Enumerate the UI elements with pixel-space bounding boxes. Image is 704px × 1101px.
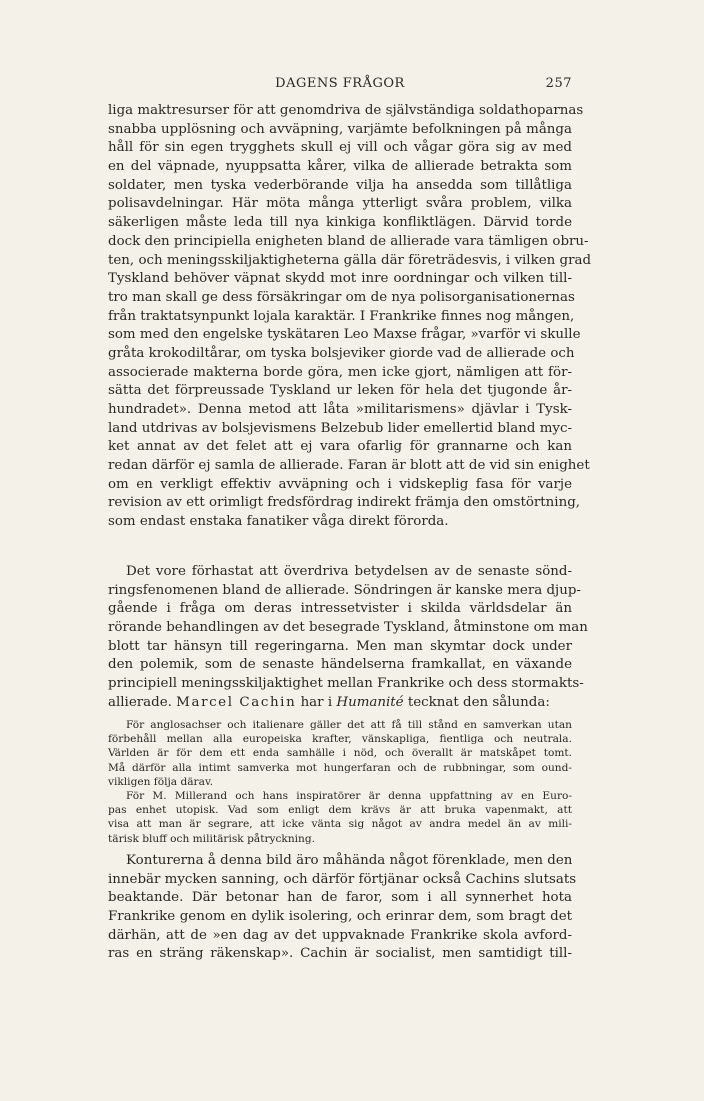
text-line: gående i fråga om deras intressetvister i skilda världsdelar än	[108, 601, 572, 617]
text-fragment: allierade.	[108, 694, 172, 710]
text-line: blott tar hänsyn till regeringarna. Men man skymtar dock under	[108, 638, 572, 654]
text-fragment: tecknat den sålunda:	[407, 694, 550, 710]
text-line: hundradet». Denna metod att låta »militarismens» djävlar i Tysk-	[108, 402, 572, 417]
text-line: rörande behandlingen av det besegrade Tyskland, åtminstone om man	[108, 620, 588, 636]
text-line: håll för sin egen trygghets skull ej vill och vågar göra sig av med	[108, 140, 572, 156]
publication-title: Humanité	[336, 694, 404, 710]
paragraph-1	[108, 102, 592, 532]
paragraph-2	[108, 563, 588, 713]
text-line: land utdrivas av bolsjevismens Belzebub lider emellertid bland myc-	[108, 420, 572, 436]
text-line: säkerligen måste leda till nya kinkiga konfliktlägen. Därvid torde	[108, 215, 572, 231]
quote-line: tärisk bluff och militärisk påtryckning.	[108, 832, 316, 845]
text-line: revision av ett orimligt fredsfördrag indirekt främja den omstörtning,	[108, 495, 581, 511]
text-line: beaktande. Där betonar han de faror, som i all synnerhet hota	[108, 890, 572, 906]
text-line	[108, 694, 572, 713]
text-line: principiell meningsskiljaktighet mellan Frankrike och dess stormakts-	[108, 676, 584, 692]
text-fragment: har i	[300, 694, 333, 710]
quote-line: visa att man är segrare, att icke vänta sig något av andra medel än av mili-	[108, 818, 572, 831]
text-line: den polemik, som de senaste händelserna framkallat, en växande	[108, 657, 572, 673]
text-line: snabba upplösning och avväpning, varjämte befolkningen på många	[108, 121, 572, 137]
text-line: liga maktresurser för att genomdriva de självständiga soldathoparnas	[108, 103, 584, 118]
text-line: ras en sträng räkenskap». Cachin är socialist, men samtidigt till-	[108, 946, 572, 962]
paragraph-3	[108, 852, 577, 964]
text-line: Tyskland behöver väpnat skydd mot inre oordningar och vilken till-	[108, 271, 572, 287]
quote-line: vikligen följa därav.	[108, 775, 214, 788]
text-line: soldater, men tyska vederbörande vilja ha ansedda som tillåtliga	[108, 177, 572, 193]
quote-line: För M. Millerand och hans inspiratörer är denna uppfattning av en Euro-	[126, 789, 572, 802]
text-line: redan därför ej samla de allierade. Faran är blott att de vid sin enighet	[108, 458, 590, 474]
text-line: om en verkligt effektiv avväpning och i vidskeplig fasa för varje	[108, 476, 572, 492]
text-line: associerade makterna borde göra, men icke gjort, nämligen att för-	[108, 364, 572, 380]
quote-line: pas enhet utopisk. Vad som enligt dem krävs är att bruka vapenmakt, att	[108, 804, 572, 817]
author-name: Marcel Cachin	[176, 694, 297, 710]
text-line: dock den principiella enigheten bland de allierade vara tämligen obru-	[108, 233, 589, 249]
quote-line: Världen är för dem ett enda samhälle i nöd, och överallt är matskåpet tomt.	[108, 747, 572, 760]
text-line: ket annat av det felet att ej vara ofarlig för grannarne och kan	[108, 439, 572, 455]
quote-line: För anglosachser och italienare gäller det att få till stånd en samverkan utan	[126, 719, 572, 731]
text-line: ringsfenomenen bland de allierade. Söndringen är kanske mera djup-	[108, 582, 581, 598]
page-number: 257	[545, 76, 572, 91]
text-line: som endast enstaka fanatiker våga direkt förorda.	[108, 514, 449, 530]
text-line: Konturerna å denna bild äro måhända något förenklade, men den	[126, 853, 573, 868]
text-line: Frankrike genom en dylik isolering, och erinrar dem, som bragt det	[108, 909, 572, 925]
text-line: från traktatsynpunkt lojala karaktär. I Frankrike finnes nog mången,	[108, 308, 575, 324]
text-line: gråta krokodiltårar, om tyska bolsjeviker giorde vad de allierade och	[108, 345, 575, 361]
text-line: tro man skall ge dess försäkringar om de nya polisorganisationernas	[108, 289, 575, 305]
quote-line: Må därför alla intimt samverka mot hungerfaran och de rubbningar, som ound-	[108, 761, 572, 774]
text-line: innebär mycken sanning, och därför förtjänar också Cachins slutsats	[108, 871, 577, 887]
text-line: sätta det förpreussade Tyskland ur leken för hela det tjugonde år-	[108, 383, 572, 399]
text-line: som med den engelske tyskätaren Leo Maxse frågar, »varför vi skulle	[108, 327, 581, 343]
text-line: polisavdelningar. Här möta många ytterligt svåra problem, vilka	[108, 196, 572, 212]
text-line: ten, och meningsskiljaktigheterna gälla där företrädesvis, i vilken grad	[108, 252, 592, 268]
running-head: DAGENS FRÅGOR	[275, 76, 405, 91]
text-line: en del väpnade, nyuppsatta kårer, vilka de allierade betrakta som	[108, 159, 572, 175]
block-quote	[108, 718, 572, 846]
text-line: Det vore förhastat att överdriva betydelsen av de senaste sönd-	[126, 564, 572, 579]
text-line: därhän, att de »en dag av det uppvaknade Frankrike skola avford-	[108, 927, 572, 943]
quote-line: förbehåll mellan alla europeiska krafter, vänskapliga, fientliga och neutrala.	[108, 733, 572, 746]
